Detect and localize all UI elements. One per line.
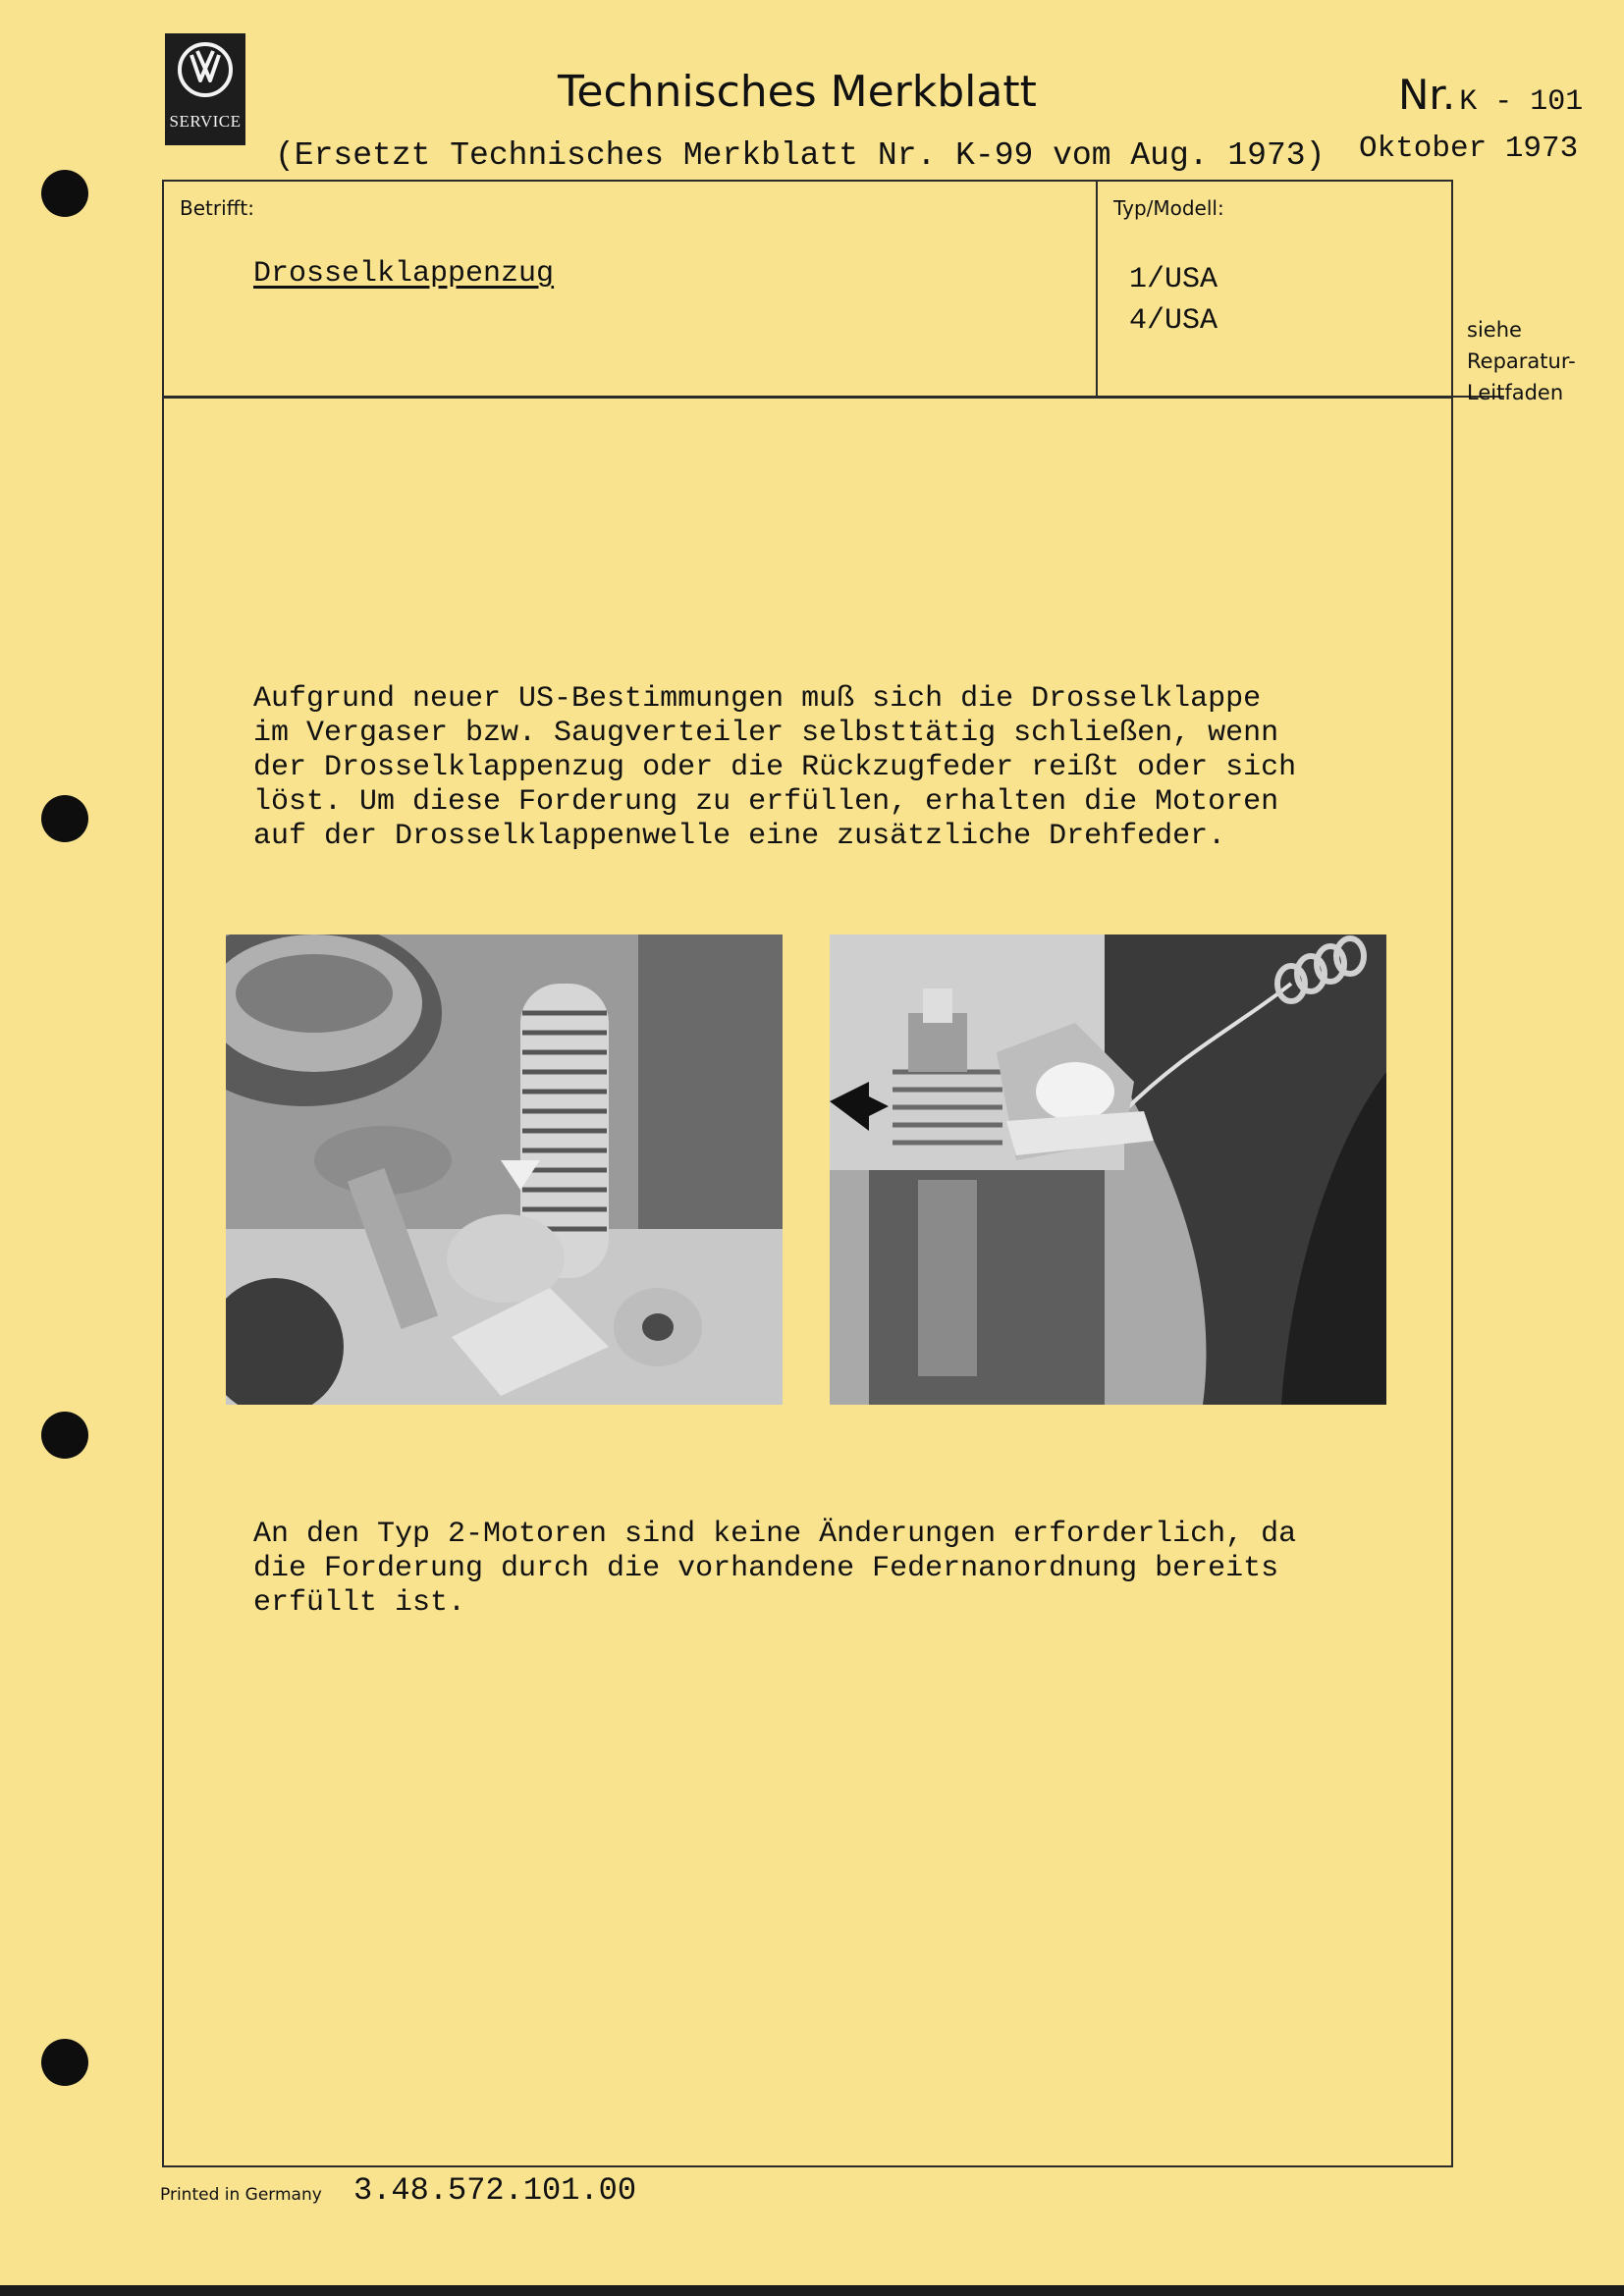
punch-hole-3 <box>41 1412 88 1459</box>
model-list <box>1129 259 1218 342</box>
replaces-note: (Ersetzt Technisches Merkblatt Nr. K-99 vom Aug. 1973) <box>275 137 1326 174</box>
model-item: 4/USA <box>1129 304 1218 338</box>
issue-date: Oktober 1973 <box>1359 132 1579 166</box>
reference-line: Leitfaden <box>1467 381 1564 404</box>
throttle-photo-left <box>226 934 783 1405</box>
throttle-photo-right <box>830 934 1386 1405</box>
punch-hole-4 <box>41 2039 88 2086</box>
subject-label: Betrifft: <box>180 196 255 220</box>
body-paragraph-2: An den Typ 2-Motoren sind keine Änderungen erforderlich, da die Forderung durch die vorhandene Federnanordnung bereits erfüllt ist. <box>253 1518 1297 1620</box>
reference-line: siehe <box>1467 318 1522 342</box>
subject-value: Drosselklappenzug <box>253 257 555 291</box>
column-divider <box>1096 180 1098 396</box>
body-paragraph-1: Aufgrund neuer US-Bestimmungen muß sich die Drosselklappe im Vergaser bzw. Saugverteiler selbsttätig schließen, wenn der Drosselklappenzug oder die Rückzugfeder reißt oder sich löst. Um diese Forderung zu erfüllen, erhalten die Motoren auf der Drosselklappenwelle eine zusätzliche Drehfeder. <box>253 682 1297 853</box>
page-title: Technisches Merkblatt <box>558 67 1037 117</box>
model-label: Typ/Modell: <box>1113 196 1224 220</box>
scan-edge <box>0 2285 1624 2296</box>
document-number <box>1398 71 1583 119</box>
nr-value: K - 101 <box>1459 85 1584 119</box>
throttle-spring-image <box>830 934 1386 1405</box>
vw-emblem-icon <box>177 41 234 98</box>
printed-in-note: Printed in Germany <box>160 2185 322 2205</box>
punch-hole-2 <box>41 795 88 842</box>
engine-spring-image <box>226 934 783 1405</box>
logo-service-text: SERVICE <box>169 112 242 131</box>
reference-note <box>1467 314 1576 408</box>
punch-hole-1 <box>41 170 88 217</box>
nr-label: Nr. <box>1398 71 1456 119</box>
reference-line: Reparatur- <box>1467 349 1576 373</box>
model-item: 1/USA <box>1129 263 1218 296</box>
print-code: 3.48.572.101.00 <box>353 2172 637 2209</box>
vw-service-logo <box>165 33 245 145</box>
